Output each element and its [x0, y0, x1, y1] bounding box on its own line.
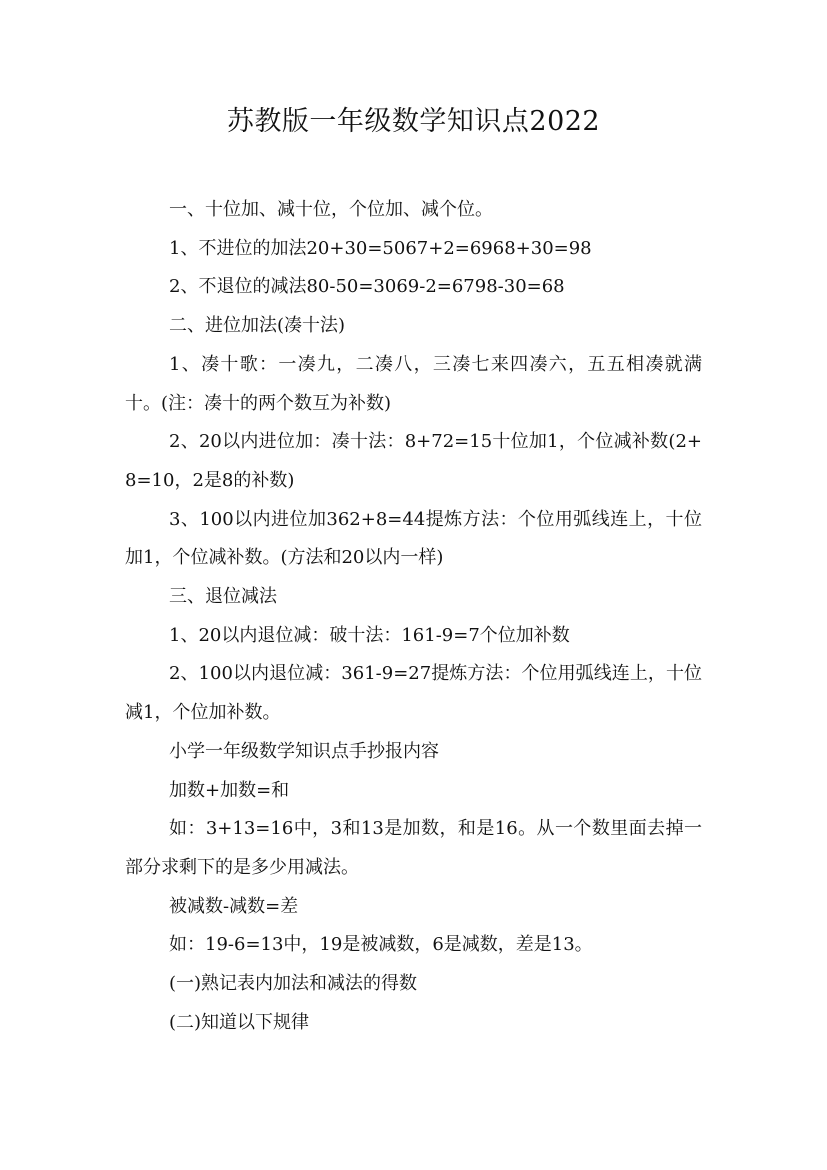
document-title: 苏教版一年级数学知识点2022 [226, 106, 601, 137]
paragraph-11: 小学一年级数学知识点手抄报内容 [169, 740, 439, 762]
paragraph-16: (一)熟记表内加法和减法的得数 [169, 973, 418, 995]
paragraph-7: 3、100以内进位加362+8=44提炼方法：个位用弧线连上，十位加1，个位减补数。(方法和20以内一样) [125, 508, 702, 569]
paragraph-3: 2、不退位的减法80-50=3069-2=6798-30=68 [169, 276, 565, 298]
paragraph-10: 2、100以内退位减：361-9=27提炼方法：个位用弧线连上，十位减1，个位加补数。 [125, 663, 702, 724]
paragraph-4: 二、进位加法(凑十法) [169, 315, 346, 337]
document-body [125, 191, 702, 1042]
paragraph-2: 1、不进位的加法20+30=5067+2=6968+30=98 [169, 237, 592, 259]
paragraph-1: 一、十位加、减十位，个位加、减个位。 [169, 199, 493, 220]
paragraph-17: (二)知道以下规律 [169, 1011, 310, 1033]
paragraph-5: 1、凑十歌：一凑九，二凑八，三凑七来四凑六，五五相凑就满十。(注：凑十的两个数互为补数) [125, 353, 702, 414]
paragraph-8: 三、退位减法 [169, 586, 277, 608]
paragraph-6: 2、20以内进位加：凑十法：8+72=15十位加1，个位减补数(2+8=10，2是8的补数) [125, 431, 702, 491]
paragraph-14: 被减数-减数=差 [169, 895, 299, 917]
paragraph-15: 如：19-6=13中，19是被减数，6是减数，差是13。 [169, 934, 593, 956]
paragraph-13: 如：3+13=16中，3和13是加数，和是16。从一个数里面去掉一部分求剩下的是多少用减法。 [125, 818, 702, 878]
paragraph-9: 1、20以内退位减：破十法：161-9=7个位加补数 [169, 624, 570, 646]
paragraph-12: 加数+加数=和 [169, 779, 290, 801]
